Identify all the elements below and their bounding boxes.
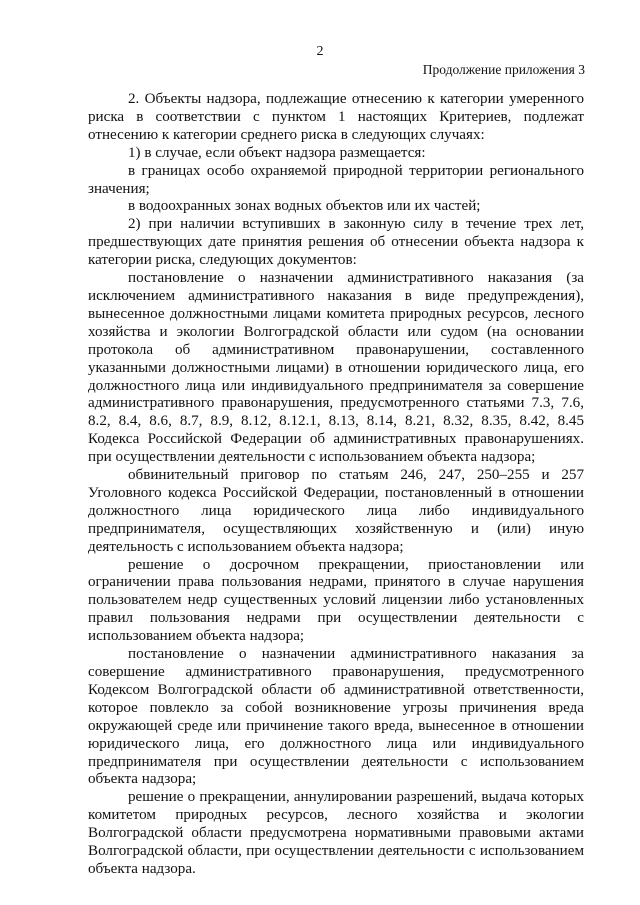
paragraph-objects-intro: 2. Объекты надзора, подлежащие отнесению к категории умеренного риска в соответствии с пунктом 1 настоящих Критериев, подлежат отнесению к категории среднего риска в следующих случаях:: [88, 91, 584, 143]
paragraph-water-protection-zones: в водоохранных зонах водных объектов или их частей;: [128, 198, 481, 215]
paragraph-administrative-penalty: постановление о назначении административного наказания (за исключением административного наказания в виде предупреждения), вынесенное должностными лицами комитета природных ресурсов, лесного хозяйства и экологии Волгоградской области или судом (на основании протокола об административном правонарушении, составленного указанными должностными лицами) в отношении юридического лица, его должностного лица или индивидуального предпринимателя за совершение административного правонарушения, предусмотренного статьями 7.3, 7.6, 8.2, 8.4, 8.6, 8.7, 8.9, 8.12, 8.12.1, 8.13, 8.14, 8.21, 8.32, 8.35, 8.42, 8.45 Кодекса Российской Федерации об административных правонарушениях. при осуществлении деятельности с использованием объекта надзора;: [88, 270, 584, 466]
paragraph-permit-termination: решение о прекращении, аннулировании разрешений, выдача которых комитетом природных ресурсов, лесного хозяйства и экологии Волгоградской области предусмотрена нормативными правовыми актами Волгоградской области, при осуществлении деятельности с использованием объекта надзора.: [88, 789, 584, 877]
document-body: [88, 91, 584, 879]
paragraph-protected-territory: в границах особо охраняемой природной территории регионального значения;: [88, 162, 584, 197]
paragraph-case-1: 1) в случае, если объект надзора размещается:: [128, 144, 426, 161]
paragraph-regional-penalty: постановление о назначении административного наказания за совершение административного правонарушения, предусмотренного Кодексом Волгоградской области об административной ответственности, которое повлекло за собой возникновение угрозы причинения вреда окружающей среде или причинение такого вреда, вынесенное в отношении юридического лица, его должностного лица или индивидуального предпринимателя при осуществлении деятельности с использованием объекта надзора;: [88, 646, 584, 788]
paragraph-subsoil-decision: решение о досрочном прекращении, приостановлении или ограничении права пользования недрами, принятого в случае нарушения пользователем недр существенных условий лицензии либо установленных правил пользования недрами при осуществлении деятельности с использованием объекта надзора;: [88, 556, 584, 645]
appendix-continuation-note: Продолжение приложения 3: [422, 62, 585, 77]
paragraph-criminal-verdict: обвинительный приговор по статьям 246, 247, 250–255 и 257 Уголовного кодекса Российской Федерации, постановленный в отношении должностного лица юридического лица либо индивидуального предпринимателя, осуществляющих хозяйственную и (или) иную деятельность с использованием объекта надзора;: [88, 467, 584, 555]
page-number: 2: [316, 44, 324, 59]
paragraph-case-2: 2) при наличии вступивших в законную силу в течение трех лет, предшествующих дате принятия решения об отнесении объекта надзора к категории риска, следующих документов:: [88, 216, 584, 269]
